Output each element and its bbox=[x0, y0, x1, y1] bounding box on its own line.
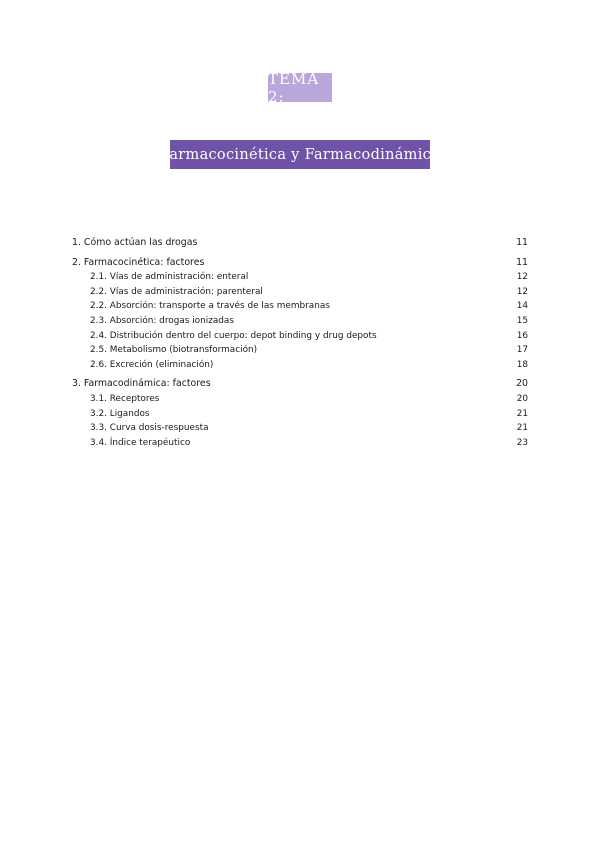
toc-subentry[interactable] bbox=[72, 343, 528, 358]
toc-section-2 bbox=[72, 256, 528, 373]
toc-subentry-page: 14 bbox=[516, 301, 528, 312]
toc-entry-label: 3. Farmacodinámica: factores bbox=[72, 378, 211, 390]
toc-entry-label: 1. Cómo actúan las drogas bbox=[72, 237, 198, 248]
toc-subentry-label: 2.2. Absorción: transporte a través de las membranas bbox=[90, 301, 330, 312]
toc-subentry[interactable] bbox=[72, 436, 528, 451]
toc-subentry-label: 2.3. Absorción: drogas ionizadas bbox=[90, 315, 234, 326]
toc-subentry-label: 2.2. Vías de administración: parenteral bbox=[90, 286, 263, 297]
toc-subentry-label: 3.3. Curva dosis-respuesta bbox=[90, 423, 209, 434]
toc-subentry[interactable] bbox=[72, 299, 528, 314]
toc-subentry-page: 15 bbox=[516, 315, 528, 326]
toc-section-1 bbox=[72, 236, 528, 251]
toc-subentry[interactable] bbox=[72, 421, 528, 436]
toc-entry[interactable] bbox=[72, 236, 528, 251]
toc-subentry-label: 2.1. Vías de administración: enteral bbox=[90, 272, 249, 283]
table-of-contents bbox=[72, 236, 528, 455]
toc-subentry-label: 2.4. Distribución dentro del cuerpo: depot binding y drug depots bbox=[90, 330, 377, 341]
toc-subentry-page: 20 bbox=[516, 393, 528, 404]
toc-subentry-page: 18 bbox=[516, 359, 528, 370]
toc-subentry[interactable] bbox=[72, 392, 528, 407]
toc-subentry[interactable] bbox=[72, 285, 528, 300]
toc-subentry[interactable] bbox=[72, 314, 528, 329]
toc-entry-page: 20 bbox=[516, 378, 528, 390]
toc-entry-page: 11 bbox=[516, 256, 528, 268]
toc-entry-label: 2. Farmacocinética: factores bbox=[72, 256, 205, 268]
chapter-badge: TEMA 2: bbox=[268, 73, 332, 102]
toc-subentry-page: 21 bbox=[516, 408, 528, 419]
toc-subentry[interactable] bbox=[72, 329, 528, 344]
toc-subentry-page: 21 bbox=[516, 423, 528, 434]
toc-subentry-label: 3.1. Receptores bbox=[90, 393, 160, 404]
toc-subentry[interactable] bbox=[72, 358, 528, 373]
toc-entry[interactable] bbox=[72, 377, 528, 392]
chapter-title: Farmacocinética y Farmacodinámica bbox=[170, 140, 430, 169]
toc-subentry[interactable] bbox=[72, 407, 528, 422]
toc-subentry-label: 3.4. Índice terapéutico bbox=[90, 437, 191, 448]
toc-section-3 bbox=[72, 377, 528, 450]
toc-subentry-label: 3.2. Ligandos bbox=[90, 408, 150, 419]
toc-subentry-page: 16 bbox=[516, 330, 528, 341]
toc-subentry-page: 23 bbox=[516, 437, 528, 448]
toc-subentry-label: 2.6. Excreción (eliminación) bbox=[90, 359, 214, 370]
toc-subentry-page: 17 bbox=[516, 345, 528, 356]
toc-entry[interactable] bbox=[72, 256, 528, 271]
toc-subentry-label: 2.5. Metabolismo (biotransformación) bbox=[90, 345, 258, 356]
toc-subentry[interactable] bbox=[72, 270, 528, 285]
toc-subentry-page: 12 bbox=[516, 272, 528, 283]
toc-subentry-page: 12 bbox=[516, 286, 528, 297]
toc-entry-page: 11 bbox=[516, 237, 528, 248]
